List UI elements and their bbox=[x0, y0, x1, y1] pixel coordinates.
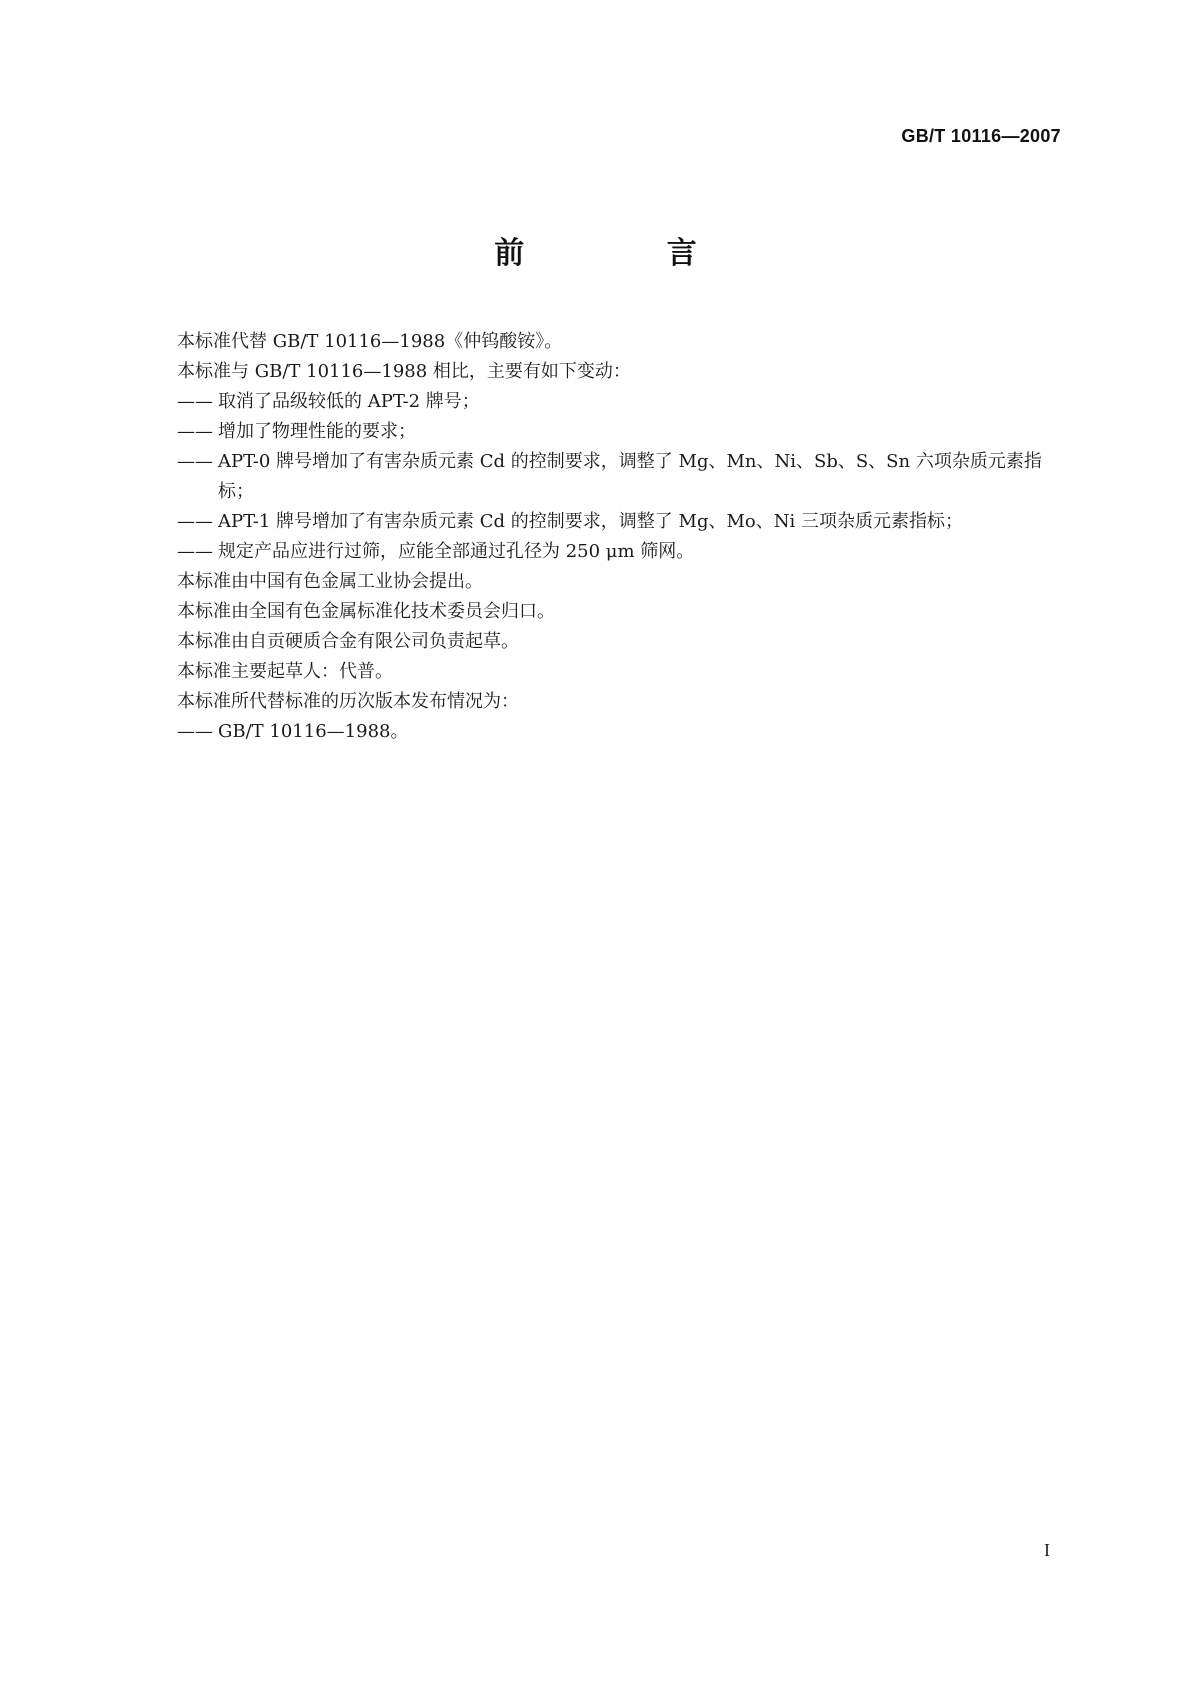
change-item-text: 取消了品级较低的 APT-2 牌号； bbox=[218, 391, 480, 412]
drafting-unit-statement: 本标准由自贡硬质合金有限公司负责起草。 bbox=[177, 631, 519, 652]
change-item bbox=[177, 537, 1063, 567]
change-item-text: 增加了物理性能的要求； bbox=[218, 421, 416, 442]
standard-code-header: GB/T 10116—2007 bbox=[901, 126, 1061, 146]
history-item bbox=[177, 717, 1063, 747]
change-item-text: APT-1 牌号增加了有害杂质元素 Cd 的控制要求，调整了 Mg、Mo、Ni 三项杂质元素指标； bbox=[218, 511, 963, 532]
page-number: I bbox=[1044, 1540, 1050, 1560]
drafter-statement: 本标准主要起草人：代普。 bbox=[177, 661, 393, 682]
dash-marker: —— bbox=[177, 511, 213, 532]
dash-marker: —— bbox=[177, 451, 213, 472]
change-item bbox=[177, 387, 1063, 417]
changes-intro: 本标准与 GB/T 10116—1988 相比，主要有如下变动： bbox=[177, 361, 631, 382]
change-item-text: 规定产品应进行过筛，应能全部通过孔径为 250 μm 筛网。 bbox=[218, 541, 695, 562]
change-item bbox=[177, 447, 1063, 507]
dash-marker: —— bbox=[177, 721, 213, 742]
foreword-body bbox=[177, 327, 1063, 747]
dash-marker: —— bbox=[177, 421, 213, 442]
proposer-statement: 本标准由中国有色金属工业协会提出。 bbox=[177, 571, 483, 592]
foreword-title: 前 言 bbox=[494, 236, 763, 271]
history-item-text: GB/T 10116—1988。 bbox=[218, 721, 409, 742]
committee-statement: 本标准由全国有色金属标准化技术委员会归口。 bbox=[177, 601, 555, 622]
replacement-statement: 本标准代替 GB/T 10116—1988《仲钨酸铵》。 bbox=[177, 331, 563, 352]
change-item-text: APT-0 牌号增加了有害杂质元素 Cd 的控制要求，调整了 Mg、Mn、Ni、Sb、S、Sn 六项杂质元素指标； bbox=[218, 451, 1042, 502]
history-intro: 本标准所代替标准的历次版本发布情况为： bbox=[177, 691, 519, 712]
change-item bbox=[177, 507, 1063, 537]
dash-marker: —— bbox=[177, 391, 213, 412]
dash-marker: —— bbox=[177, 541, 213, 562]
change-item bbox=[177, 417, 1063, 447]
